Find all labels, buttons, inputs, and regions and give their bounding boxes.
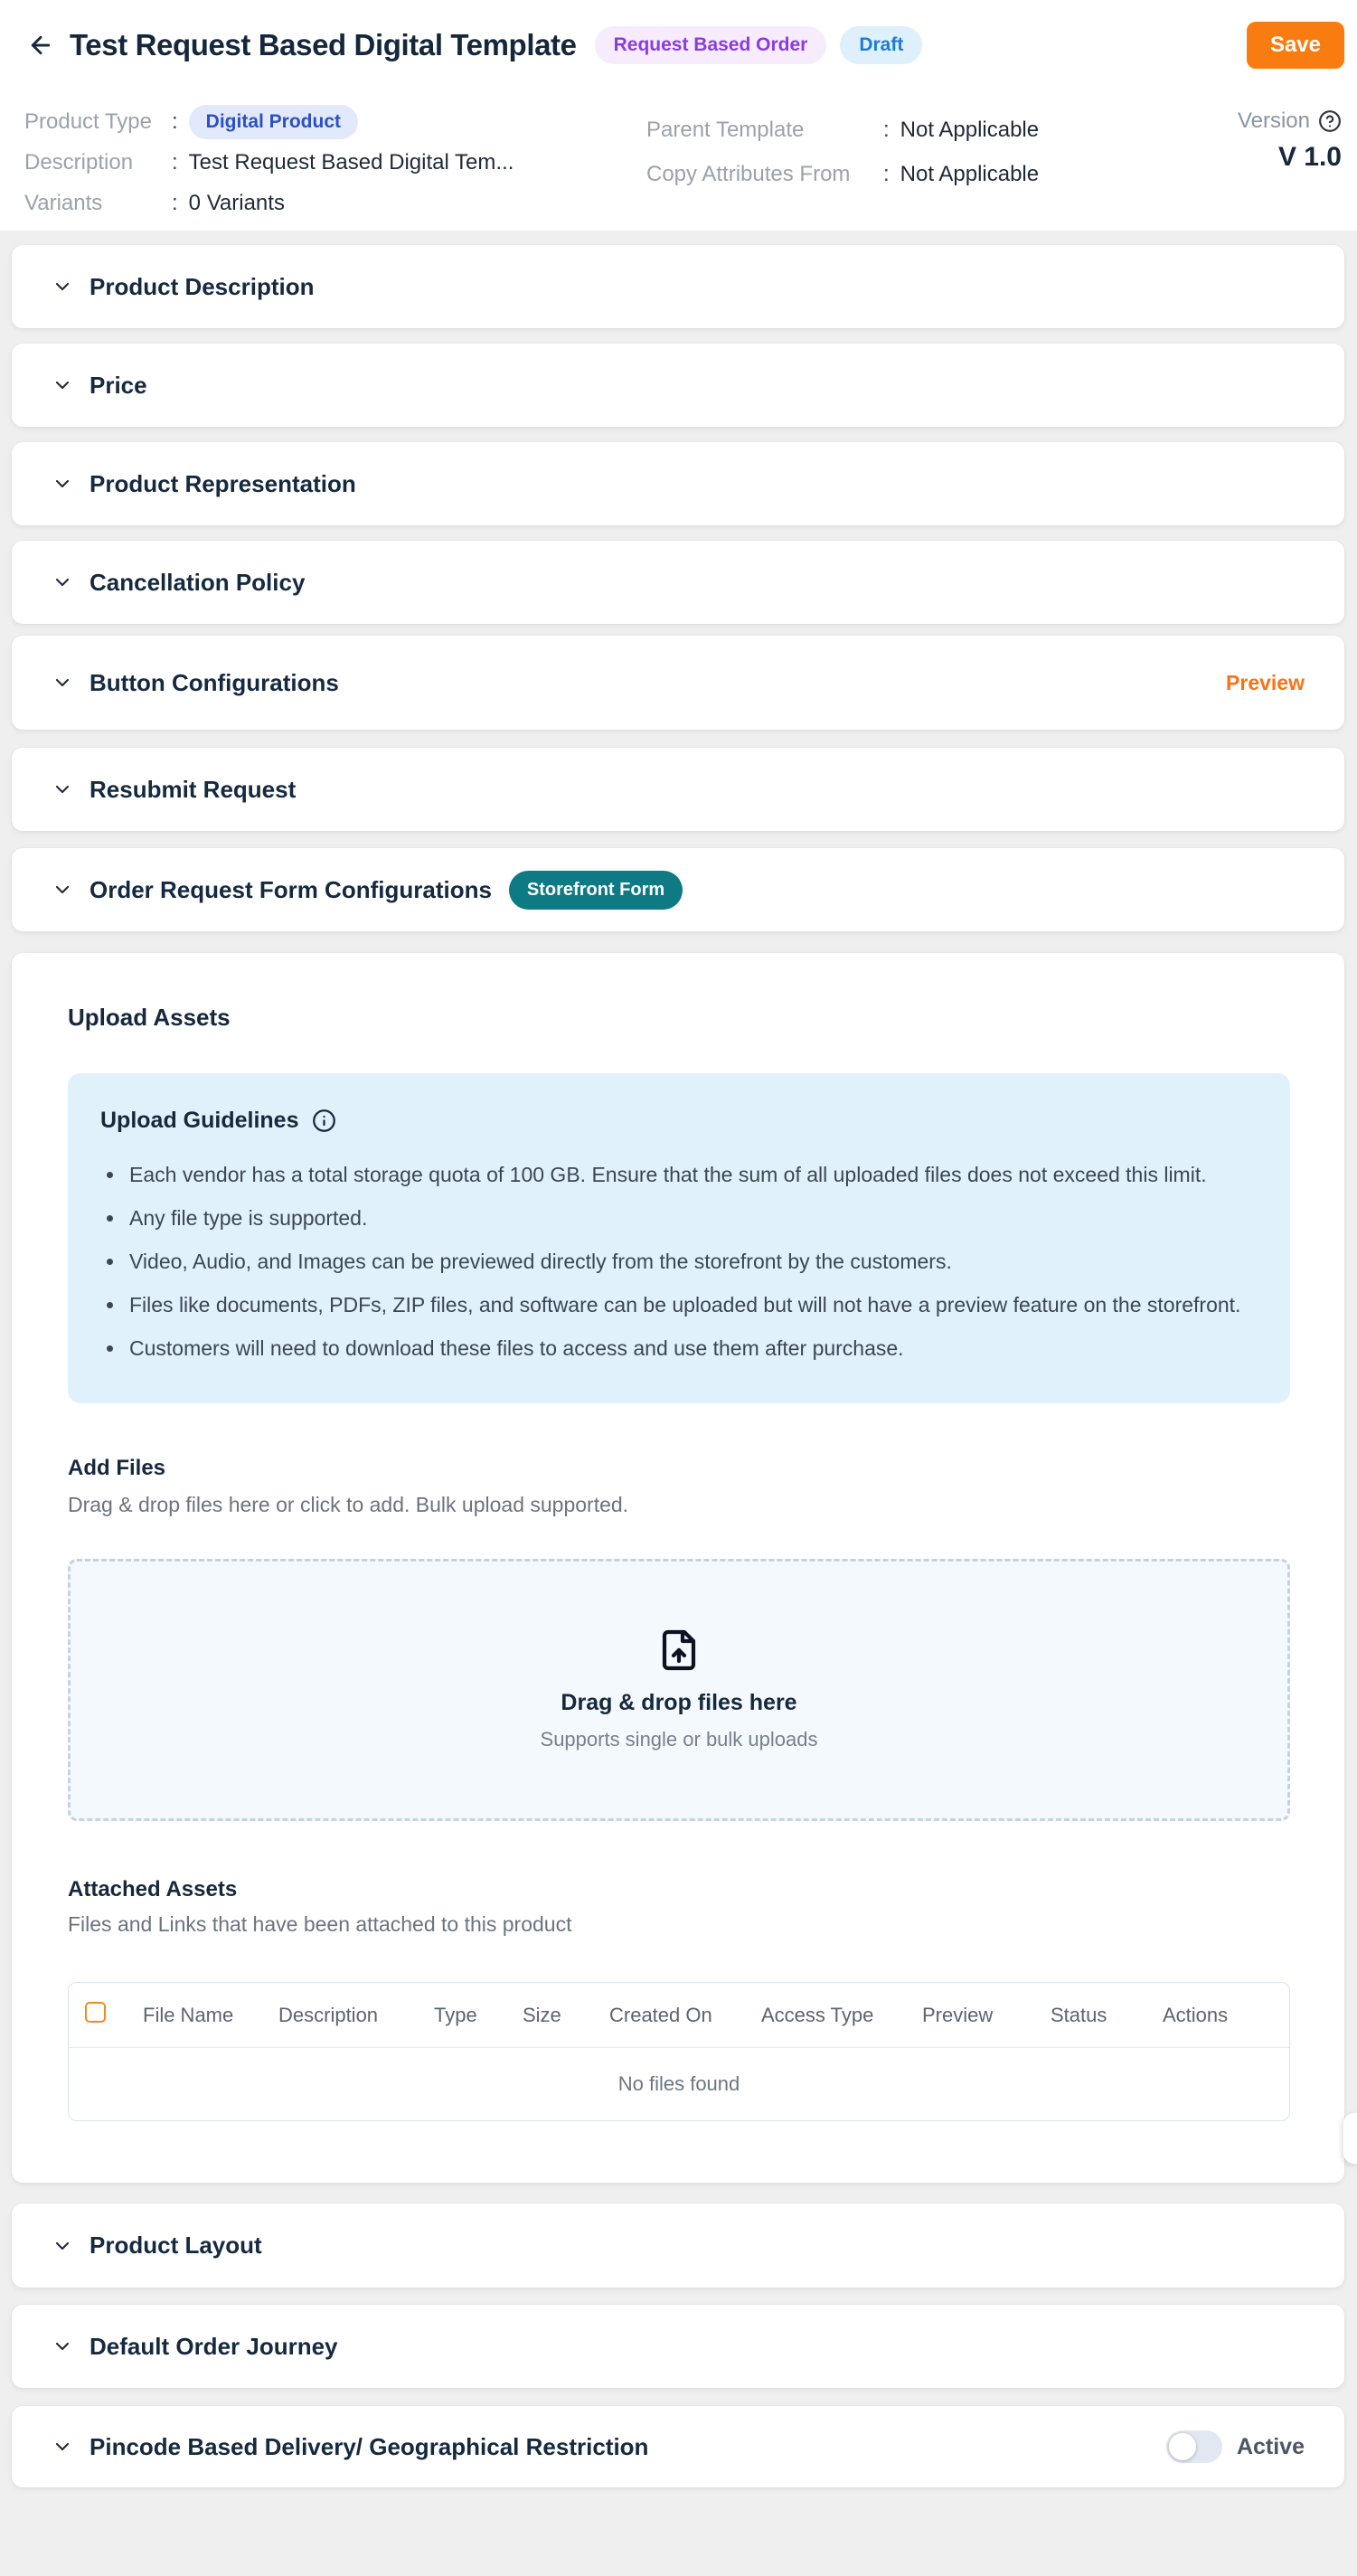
- section-product-representation[interactable]: [12, 442, 1344, 525]
- chevron-down-icon: [52, 473, 73, 495]
- version-box: [1191, 109, 1344, 231]
- product-type-badge: Digital Product: [189, 105, 358, 139]
- upload-guidelines-box: [68, 1073, 1290, 1403]
- meta-label: Parent Template: [646, 118, 805, 142]
- section-title: Default Order Journey: [90, 2332, 338, 2360]
- preview-link[interactable]: Preview: [1226, 670, 1305, 694]
- section-title: Product Representation: [90, 469, 356, 497]
- section-pincode-delivery[interactable]: [12, 2406, 1344, 2487]
- toggle-label: Active: [1236, 2433, 1305, 2459]
- storefront-form-badge: Storefront Form: [509, 871, 683, 910]
- meta-row-product-type: [24, 109, 646, 136]
- add-files-subtitle: Drag & drop files here or click to add. Bulk upload supported.: [68, 1493, 629, 1516]
- section-button-configurations[interactable]: [12, 636, 1344, 730]
- chevron-down-icon: [52, 2436, 73, 2458]
- file-dropzone[interactable]: [68, 1559, 1290, 1821]
- guideline-item: • Files like documents, PDFs, ZIP files, and software can be uploaded but will not have a preview feature on the storefront.: [126, 1289, 1258, 1320]
- guideline-item: • Any file type is supported.: [126, 1203, 1258, 1233]
- section-product-description[interactable]: [12, 245, 1344, 328]
- section-title: Pincode Based Delivery/ Geographical Restriction: [90, 2432, 649, 2460]
- section-order-request-form-configurations[interactable]: [12, 848, 1344, 931]
- meta-row-copy-attributes: [646, 161, 1191, 188]
- version-value: V 1.0: [1277, 142, 1342, 172]
- section-title: Product Layout: [90, 2232, 262, 2259]
- section-default-order-journey[interactable]: [12, 2305, 1344, 2388]
- help-icon[interactable]: [1318, 109, 1342, 133]
- column-header: Created On: [609, 2003, 712, 2026]
- meta-row-description: [24, 149, 646, 176]
- meta-value: Not Applicable: [900, 118, 1040, 142]
- meta-row-variants: [24, 190, 646, 217]
- section-title: Price: [90, 371, 147, 399]
- chevron-down-icon: [52, 276, 73, 297]
- section-resubmit-request[interactable]: [12, 748, 1344, 831]
- back-button[interactable]: [24, 29, 57, 61]
- section-price[interactable]: [12, 344, 1344, 427]
- pincode-active-toggle[interactable]: [1166, 2430, 1222, 2463]
- save-button[interactable]: Save: [1247, 22, 1344, 69]
- chevron-down-icon: [52, 571, 73, 593]
- attached-assets-subtitle: Files and Links that have been attached to this product: [68, 1912, 572, 1936]
- attached-assets-block: [68, 1877, 1290, 2121]
- guideline-item: • Video, Audio, and Images can be previewed directly from the storefront by the customers.: [126, 1246, 1258, 1277]
- section-product-layout[interactable]: [12, 2203, 1344, 2288]
- add-files-block: [68, 1456, 1290, 1821]
- chevron-down-icon: [52, 2235, 73, 2257]
- select-all-checkbox[interactable]: [85, 2002, 106, 2023]
- upload-assets-panel: [12, 953, 1344, 2183]
- section-title: Resubmit Request: [90, 775, 297, 803]
- column-header: Description: [278, 2003, 379, 2026]
- floating-panel-handle[interactable]: [1343, 2113, 1357, 2164]
- title-row: [24, 22, 1344, 69]
- dropzone-title: Drag & drop files here: [561, 1690, 797, 1715]
- column-header: Status: [1051, 2003, 1107, 2026]
- meta-value: Test Request Based Digital Tem...: [188, 150, 514, 175]
- chevron-down-icon: [52, 879, 73, 901]
- section-cancellation-policy[interactable]: [12, 541, 1344, 624]
- column-header: File Name: [143, 2003, 234, 2026]
- section-title: Product Description: [90, 272, 315, 300]
- column-header: Access Type: [761, 2003, 874, 2026]
- dropzone-subtitle: Supports single or bulk uploads: [540, 1728, 818, 1750]
- arrow-left-icon: [27, 32, 54, 59]
- toggle-knob: [1169, 2433, 1196, 2460]
- page-title: Test Request Based Digital Template: [70, 28, 577, 61]
- chevron-down-icon: [52, 2335, 73, 2357]
- guidelines-title: Upload Guidelines: [100, 1108, 299, 1133]
- chevron-down-icon: [52, 778, 73, 800]
- meta-label: Description: [24, 150, 134, 175]
- empty-state-text: No files found: [617, 2072, 740, 2095]
- separator: :: [883, 118, 890, 142]
- guideline-item: • Customers will need to download these files to access and use them after purchase.: [126, 1333, 1258, 1363]
- info-icon[interactable]: [312, 1109, 336, 1133]
- separator: :: [883, 162, 890, 186]
- meta-label: Copy Attributes From: [646, 162, 851, 186]
- meta-value: Not Applicable: [900, 162, 1040, 186]
- status-badge: Draft: [840, 26, 922, 64]
- meta-value: 0 Variants: [188, 191, 285, 215]
- meta-panel: [24, 109, 1344, 231]
- add-files-title: Add Files: [68, 1456, 166, 1480]
- guideline-item: • Each vendor has a total storage quota of 100 GB. Ensure that the sum of all uploaded files does not exceed this limit.: [126, 1159, 1258, 1190]
- section-title: Button Configurations: [90, 668, 339, 696]
- meta-label: Variants: [24, 191, 103, 215]
- separator: :: [172, 150, 178, 175]
- chevron-down-icon: [52, 672, 73, 694]
- column-header: Size: [523, 2003, 561, 2026]
- section-title: Cancellation Policy: [90, 568, 306, 596]
- meta-row-parent-template: [646, 117, 1191, 144]
- column-header: Type: [434, 2003, 477, 2026]
- upload-assets-title: Upload Assets: [68, 1004, 231, 1031]
- order-type-badge: Request Based Order: [595, 26, 827, 64]
- column-header: Actions: [1163, 2003, 1229, 2026]
- version-label: Version: [1237, 109, 1310, 133]
- column-header: Preview: [922, 2003, 994, 2026]
- content: [0, 245, 1357, 2487]
- separator: :: [172, 109, 178, 134]
- table-header-row: [69, 1983, 1289, 2048]
- meta-label: Product Type: [24, 109, 152, 134]
- section-title: Order Request Form Configurations: [90, 875, 492, 903]
- page-header: [0, 0, 1357, 231]
- guidelines-list: [100, 1159, 1258, 1363]
- attached-assets-title: Attached Assets: [68, 1877, 238, 1901]
- chevron-down-icon: [52, 374, 73, 396]
- file-upload-icon: [657, 1628, 701, 1672]
- attached-assets-table: [68, 1982, 1290, 2121]
- separator: :: [172, 191, 178, 215]
